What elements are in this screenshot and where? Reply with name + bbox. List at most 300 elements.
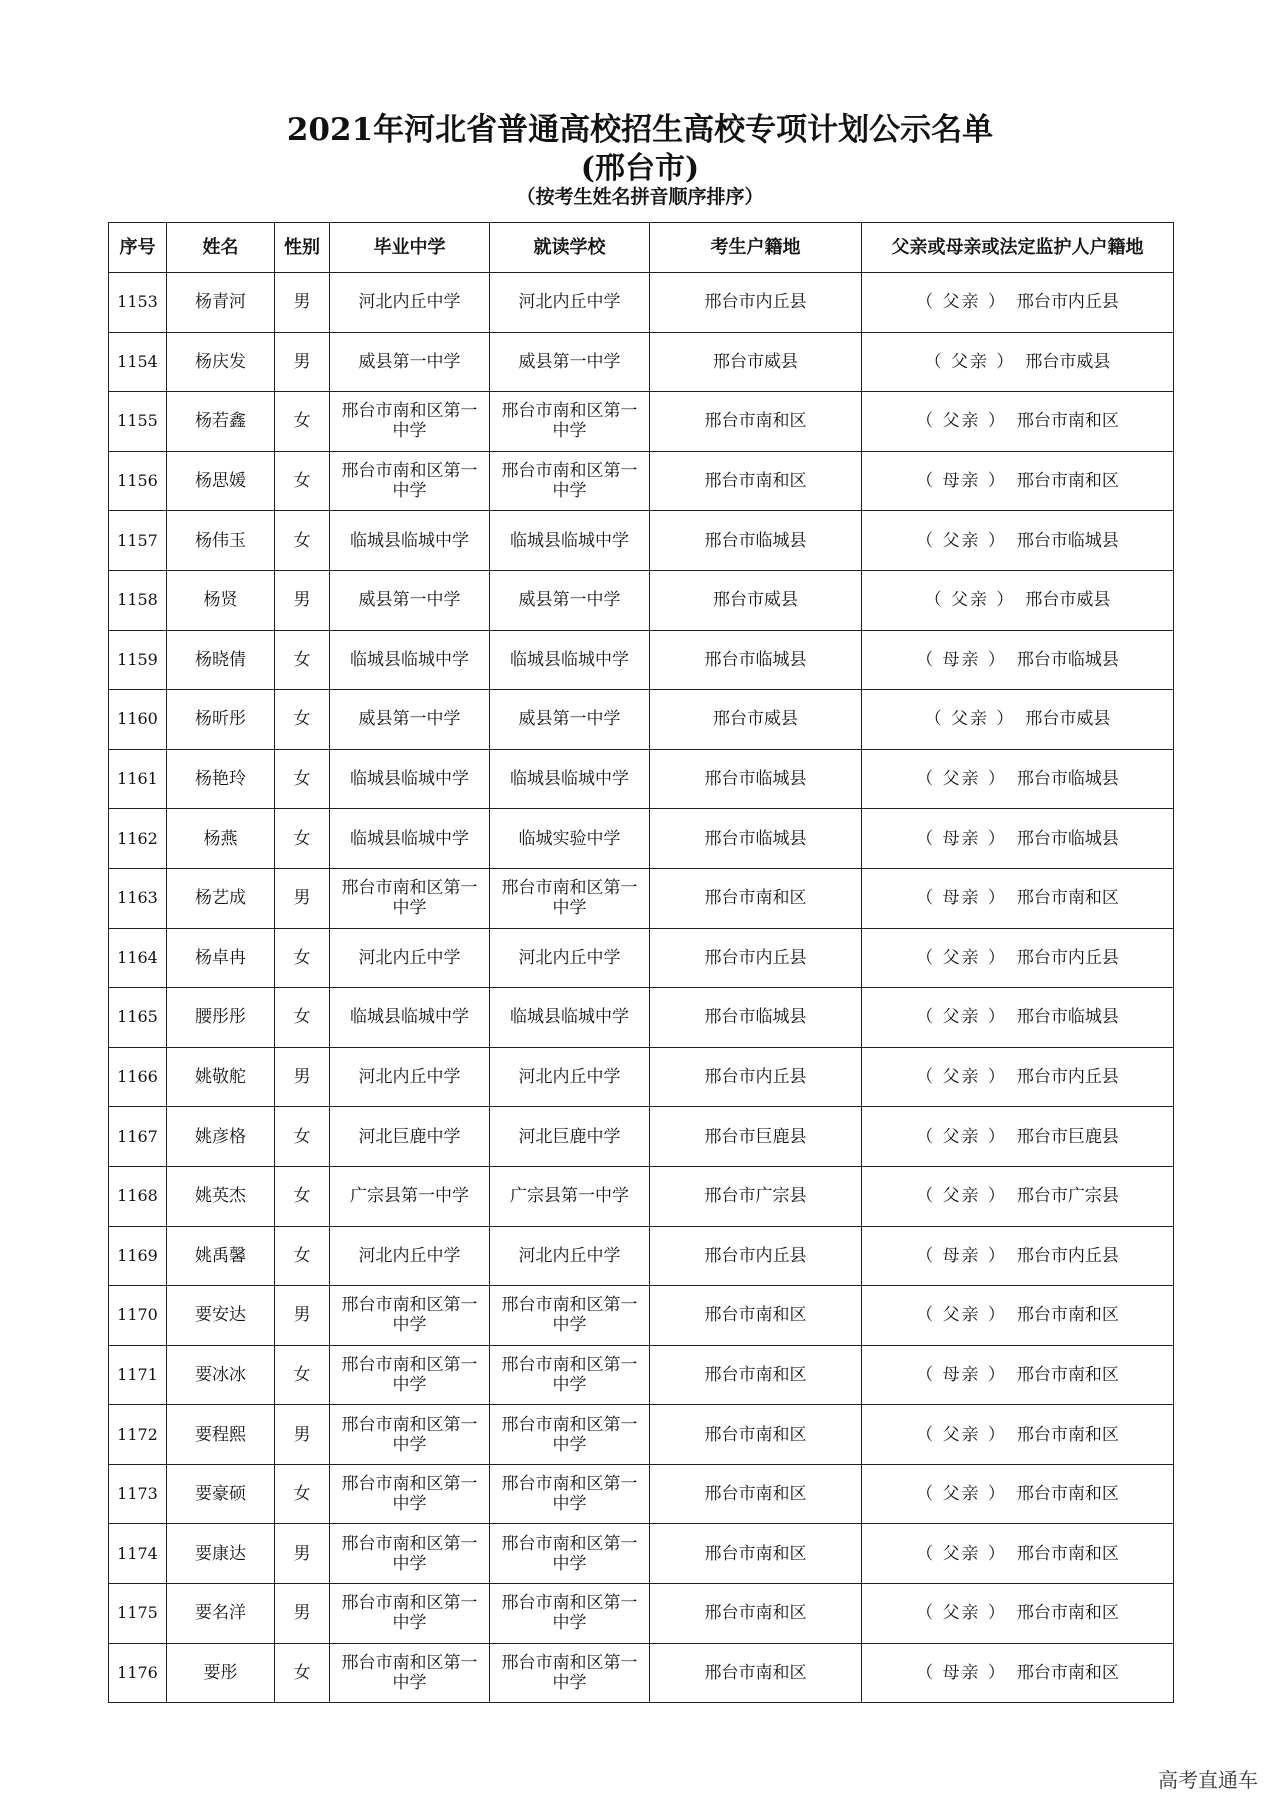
cell-hukou: 邢台市威县 (650, 690, 862, 750)
cell-parent-hukou (862, 868, 1174, 928)
cell-seq: 1172 (109, 1405, 167, 1465)
parent-relation: （ 父亲 ） (916, 1603, 1007, 1624)
cell-grad-school (330, 868, 490, 928)
cell-seq: 1157 (109, 511, 167, 571)
table-row (109, 1166, 1174, 1226)
cell-seq: 1156 (109, 451, 167, 511)
parent-place: 邢台市南和区 (1016, 1364, 1119, 1385)
cell-seq: 1176 (109, 1643, 167, 1703)
cell-grad-school (330, 1047, 490, 1107)
cell-current-school (490, 1345, 650, 1405)
cell-hukou: 邢台市内丘县 (650, 1047, 862, 1107)
cell-parent-hukou (862, 749, 1174, 809)
cell-hukou: 邢台市巨鹿县 (650, 1107, 862, 1167)
parent-place: 邢台市临城县 (1016, 828, 1119, 849)
cell-parent-hukou (862, 332, 1174, 392)
cell-current-school (490, 1286, 650, 1346)
parent-relation: （ 父亲 ） (924, 709, 1016, 730)
cell-current-school (490, 1464, 650, 1524)
table-row (109, 988, 1174, 1048)
cell-gender: 女 (275, 1464, 330, 1524)
table-row (109, 928, 1174, 988)
cell-seq: 1158 (109, 570, 167, 630)
parent-relation: （ 父亲 ） (916, 530, 1007, 551)
parent-place: 邢台市内丘县 (1016, 1245, 1119, 1266)
cell-name: 杨昕彤 (167, 690, 275, 750)
cell-gender: 男 (275, 1286, 330, 1346)
cell-seq: 1159 (109, 630, 167, 690)
cell-current-school-text: 临城县临城中学 (510, 530, 629, 551)
parent-relation: （ 父亲 ） (916, 769, 1007, 790)
cell-current-school-text: 威县第一中学 (518, 590, 621, 611)
parent-place: 邢台市内丘县 (1016, 292, 1119, 313)
cell-current-school (490, 690, 650, 750)
cell-gender: 女 (275, 451, 330, 511)
cell-grad-school-text: 临城县临城中学 (350, 530, 469, 551)
cell-seq: 1163 (109, 868, 167, 928)
cell-name: 要彤 (167, 1643, 275, 1703)
parent-relation: （ 母亲 ） (916, 888, 1007, 909)
cell-parent-hukou (862, 511, 1174, 571)
cell-hukou: 邢台市南和区 (650, 1405, 862, 1465)
cell-grad-school (330, 749, 490, 809)
cell-grad-school-text: 威县第一中学 (358, 590, 461, 611)
cell-seq: 1161 (109, 749, 167, 809)
parent-place: 邢台市南和区 (1016, 888, 1119, 909)
cell-grad-school-text: 邢台市南和区第一中学 (341, 878, 478, 919)
cell-current-school-text: 邢台市南和区第一中学 (501, 461, 638, 502)
cell-gender: 男 (275, 273, 330, 333)
cell-current-school (490, 630, 650, 690)
cell-current-school-text: 威县第一中学 (518, 709, 621, 730)
cell-parent-hukou (862, 1286, 1174, 1346)
cell-current-school-text: 临城实验中学 (518, 828, 621, 849)
table-row (109, 1524, 1174, 1584)
cell-parent-hukou (862, 1047, 1174, 1107)
cell-name: 杨伟玉 (167, 511, 275, 571)
cell-grad-school-text: 邢台市南和区第一中学 (341, 1295, 478, 1336)
cell-grad-school (330, 1345, 490, 1405)
cell-gender: 女 (275, 690, 330, 750)
cell-grad-school-text: 邢台市南和区第一中学 (341, 1354, 478, 1395)
header-current-school: 就读学校 (490, 223, 650, 273)
cell-name: 要康达 (167, 1524, 275, 1584)
table-row (109, 630, 1174, 690)
header-name: 姓名 (167, 223, 275, 273)
parent-place: 邢台市南和区 (1016, 411, 1119, 432)
cell-name: 杨艳玲 (167, 749, 275, 809)
table-row (109, 1047, 1174, 1107)
cell-grad-school (330, 928, 490, 988)
cell-current-school (490, 511, 650, 571)
cell-current-school (490, 1166, 650, 1226)
cell-seq: 1155 (109, 392, 167, 452)
cell-hukou: 邢台市广宗县 (650, 1166, 862, 1226)
cell-hukou: 邢台市南和区 (650, 1643, 862, 1703)
cell-current-school-text: 河北内丘中学 (518, 947, 621, 968)
cell-grad-school-text: 广宗县第一中学 (350, 1186, 469, 1207)
header-seq: 序号 (109, 223, 167, 273)
cell-gender: 女 (275, 749, 330, 809)
cell-grad-school-text: 邢台市南和区第一中学 (341, 1652, 478, 1693)
cell-gender: 女 (275, 809, 330, 869)
cell-current-school-text: 临城县临城中学 (510, 1007, 629, 1028)
parent-place: 邢台市临城县 (1016, 649, 1119, 670)
cell-gender: 男 (275, 570, 330, 630)
cell-name: 要豪硕 (167, 1464, 275, 1524)
parent-place: 邢台市南和区 (1016, 471, 1119, 492)
cell-hukou: 邢台市内丘县 (650, 273, 862, 333)
cell-seq: 1167 (109, 1107, 167, 1167)
parent-relation: （ 父亲 ） (916, 1305, 1007, 1326)
cell-hukou: 邢台市威县 (650, 332, 862, 392)
cell-gender: 女 (275, 1643, 330, 1703)
cell-hukou: 邢台市内丘县 (650, 1226, 862, 1286)
cell-name: 要安达 (167, 1286, 275, 1346)
cell-grad-school (330, 988, 490, 1048)
parent-place: 邢台市南和区 (1016, 1305, 1119, 1326)
cell-gender: 女 (275, 1226, 330, 1286)
cell-name: 杨燕 (167, 809, 275, 869)
cell-name: 要冰冰 (167, 1345, 275, 1405)
parent-place: 邢台市威县 (1025, 590, 1111, 611)
cell-grad-school (330, 1524, 490, 1584)
cell-current-school (490, 1643, 650, 1703)
parent-place: 邢台市临城县 (1016, 530, 1119, 551)
cell-parent-hukou (862, 1584, 1174, 1644)
cell-current-school-text: 广宗县第一中学 (510, 1186, 629, 1207)
cell-name: 姚敬舵 (167, 1047, 275, 1107)
cell-seq: 1153 (109, 273, 167, 333)
cell-seq: 1164 (109, 928, 167, 988)
cell-grad-school (330, 1464, 490, 1524)
cell-current-school (490, 1226, 650, 1286)
table-row (109, 690, 1174, 750)
cell-current-school-text: 邢台市南和区第一中学 (501, 1652, 638, 1693)
table-row (109, 1405, 1174, 1465)
header-grad-school: 毕业中学 (330, 223, 490, 273)
cell-seq: 1175 (109, 1584, 167, 1644)
cell-hukou: 邢台市南和区 (650, 1286, 862, 1346)
cell-seq: 1154 (109, 332, 167, 392)
roster-table (108, 222, 1174, 1703)
parent-relation: （ 父亲 ） (916, 947, 1007, 968)
table-row (109, 868, 1174, 928)
cell-grad-school-text: 河北内丘中学 (358, 947, 461, 968)
cell-seq: 1174 (109, 1524, 167, 1584)
cell-gender: 女 (275, 988, 330, 1048)
table-row (109, 1643, 1174, 1703)
cell-name: 姚禹馨 (167, 1226, 275, 1286)
header-gender: 性别 (275, 223, 330, 273)
cell-hukou: 邢台市南和区 (650, 1584, 862, 1644)
sort-note: （按考生姓名拼音顺序排序） (516, 186, 764, 208)
table-row (109, 749, 1174, 809)
parent-place: 邢台市威县 (1025, 351, 1111, 372)
cell-current-school-text: 临城县临城中学 (510, 649, 629, 670)
cell-grad-school (330, 1166, 490, 1226)
cell-seq: 1165 (109, 988, 167, 1048)
table-row (109, 332, 1174, 392)
cell-parent-hukou (862, 570, 1174, 630)
cell-seq: 1171 (109, 1345, 167, 1405)
table-body (109, 273, 1174, 1703)
cell-grad-school (330, 273, 490, 333)
table-row (109, 1584, 1174, 1644)
cell-name: 姚彦格 (167, 1107, 275, 1167)
cell-grad-school-text: 临城县临城中学 (350, 1007, 469, 1028)
parent-relation: （ 母亲 ） (916, 1245, 1007, 1266)
cell-parent-hukou (862, 392, 1174, 452)
cell-parent-hukou (862, 630, 1174, 690)
cell-gender: 男 (275, 1584, 330, 1644)
cell-current-school (490, 868, 650, 928)
cell-grad-school-text: 临城县临城中学 (350, 649, 469, 670)
cell-hukou: 邢台市临城县 (650, 749, 862, 809)
cell-current-school-text: 河北内丘中学 (518, 292, 621, 313)
cell-seq: 1168 (109, 1166, 167, 1226)
cell-parent-hukou (862, 1464, 1174, 1524)
parent-place: 邢台市南和区 (1016, 1662, 1119, 1683)
cell-hukou: 邢台市南和区 (650, 451, 862, 511)
watermark: 高考直通车 (1158, 1768, 1258, 1792)
cell-parent-hukou (862, 1107, 1174, 1167)
table-row (109, 273, 1174, 333)
cell-current-school-text: 邢台市南和区第一中学 (501, 401, 638, 442)
parent-place: 邢台市临城县 (1016, 1007, 1119, 1028)
parent-relation: （ 父亲 ） (916, 1424, 1007, 1445)
cell-current-school-text: 邢台市南和区第一中学 (501, 1354, 638, 1395)
cell-gender: 女 (275, 1107, 330, 1167)
parent-relation: （ 母亲 ） (916, 828, 1007, 849)
table-row (109, 1226, 1174, 1286)
cell-gender: 男 (275, 1524, 330, 1584)
cell-current-school-text: 邢台市南和区第一中学 (501, 1533, 638, 1574)
cell-hukou: 邢台市临城县 (650, 809, 862, 869)
cell-grad-school-text: 邢台市南和区第一中学 (341, 1593, 478, 1634)
cell-gender: 男 (275, 868, 330, 928)
table-row (109, 1464, 1174, 1524)
header-parent-hukou: 父亲或母亲或法定监护人户籍地 (862, 223, 1174, 273)
cell-grad-school (330, 630, 490, 690)
parent-place: 邢台市内丘县 (1016, 1067, 1119, 1088)
cell-parent-hukou (862, 1226, 1174, 1286)
table-row (109, 511, 1174, 571)
parent-relation: （ 父亲 ） (916, 292, 1007, 313)
cell-grad-school (330, 451, 490, 511)
cell-gender: 女 (275, 928, 330, 988)
cell-current-school (490, 332, 650, 392)
cell-grad-school (330, 511, 490, 571)
table-row (109, 451, 1174, 511)
parent-relation: （ 父亲 ） (916, 411, 1007, 432)
cell-name: 杨晓倩 (167, 630, 275, 690)
cell-name: 要名洋 (167, 1584, 275, 1644)
cell-hukou: 邢台市南和区 (650, 1345, 862, 1405)
table-row (109, 1286, 1174, 1346)
parent-place: 邢台市临城县 (1016, 769, 1119, 790)
cell-current-school-text: 河北内丘中学 (518, 1067, 621, 1088)
cell-gender: 男 (275, 1047, 330, 1107)
cell-current-school (490, 1584, 650, 1644)
cell-name: 要程熙 (167, 1405, 275, 1465)
parent-place: 邢台市南和区 (1016, 1424, 1119, 1445)
cell-name: 杨艺成 (167, 868, 275, 928)
cell-gender: 男 (275, 1405, 330, 1465)
table-row (109, 1107, 1174, 1167)
cell-current-school (490, 1107, 650, 1167)
cell-current-school (490, 988, 650, 1048)
cell-seq: 1173 (109, 1464, 167, 1524)
cell-grad-school-text: 邢台市南和区第一中学 (341, 1533, 478, 1574)
cell-current-school (490, 809, 650, 869)
cell-hukou: 邢台市临城县 (650, 630, 862, 690)
cell-current-school-text: 邢台市南和区第一中学 (501, 1414, 638, 1455)
cell-grad-school-text: 河北巨鹿中学 (358, 1126, 461, 1147)
parent-relation: （ 父亲 ） (916, 1126, 1007, 1147)
cell-parent-hukou (862, 1345, 1174, 1405)
cell-seq: 1166 (109, 1047, 167, 1107)
cell-grad-school (330, 392, 490, 452)
document-title: 2021年河北省普通高校招生高校专项计划公示名单 (286, 112, 994, 148)
cell-parent-hukou (862, 451, 1174, 511)
cell-current-school-text: 邢台市南和区第一中学 (501, 1474, 638, 1515)
cell-current-school-text: 临城县临城中学 (510, 769, 629, 790)
parent-relation: （ 父亲 ） (916, 1186, 1007, 1207)
cell-current-school-text: 河北巨鹿中学 (518, 1126, 621, 1147)
cell-grad-school (330, 332, 490, 392)
cell-parent-hukou (862, 809, 1174, 869)
cell-current-school (490, 273, 650, 333)
cell-current-school (490, 1524, 650, 1584)
cell-grad-school-text: 威县第一中学 (358, 709, 461, 730)
cell-parent-hukou (862, 1524, 1174, 1584)
cell-current-school (490, 451, 650, 511)
cell-grad-school-text: 河北内丘中学 (358, 1067, 461, 1088)
cell-hukou: 邢台市南和区 (650, 1464, 862, 1524)
parent-place: 邢台市南和区 (1016, 1603, 1119, 1624)
parent-relation: （ 父亲 ） (916, 1067, 1007, 1088)
cell-hukou: 邢台市内丘县 (650, 928, 862, 988)
cell-gender: 女 (275, 1166, 330, 1226)
cell-grad-school-text: 邢台市南和区第一中学 (341, 1414, 478, 1455)
cell-hukou: 邢台市临城县 (650, 511, 862, 571)
cell-grad-school-text: 河北内丘中学 (358, 1245, 461, 1266)
parent-place: 邢台市南和区 (1016, 1484, 1119, 1505)
parent-relation: （ 父亲 ） (924, 351, 1016, 372)
cell-name: 姚英杰 (167, 1166, 275, 1226)
cell-parent-hukou (862, 988, 1174, 1048)
cell-seq: 1170 (109, 1286, 167, 1346)
cell-seq: 1160 (109, 690, 167, 750)
table-row (109, 392, 1174, 452)
table-row (109, 570, 1174, 630)
parent-place: 邢台市内丘县 (1016, 947, 1119, 968)
cell-name: 杨青河 (167, 273, 275, 333)
cell-name: 杨贤 (167, 570, 275, 630)
cell-grad-school-text: 邢台市南和区第一中学 (341, 461, 478, 502)
cell-current-school (490, 749, 650, 809)
cell-current-school-text: 邢台市南和区第一中学 (501, 1593, 638, 1634)
cell-grad-school (330, 1584, 490, 1644)
table-row (109, 1345, 1174, 1405)
cell-hukou: 邢台市南和区 (650, 392, 862, 452)
cell-grad-school-text: 临城县临城中学 (350, 828, 469, 849)
cell-gender: 女 (275, 630, 330, 690)
parent-place: 邢台市威县 (1025, 709, 1111, 730)
cell-gender: 女 (275, 1345, 330, 1405)
cell-current-school (490, 392, 650, 452)
document-subtitle: (邢台市) (580, 151, 700, 186)
cell-current-school-text: 邢台市南和区第一中学 (501, 1295, 638, 1336)
cell-current-school-text: 威县第一中学 (518, 351, 621, 372)
parent-place: 邢台市广宗县 (1016, 1186, 1119, 1207)
cell-current-school-text: 邢台市南和区第一中学 (501, 878, 638, 919)
cell-parent-hukou (862, 1405, 1174, 1465)
cell-parent-hukou (862, 928, 1174, 988)
cell-parent-hukou (862, 1166, 1174, 1226)
cell-gender: 女 (275, 392, 330, 452)
table-row (109, 809, 1174, 869)
parent-relation: （ 母亲 ） (916, 471, 1007, 492)
parent-relation: （ 父亲 ） (916, 1484, 1007, 1505)
cell-hukou: 邢台市威县 (650, 570, 862, 630)
cell-grad-school (330, 570, 490, 630)
cell-grad-school (330, 809, 490, 869)
cell-current-school (490, 570, 650, 630)
cell-grad-school (330, 1405, 490, 1465)
cell-name: 杨卓冉 (167, 928, 275, 988)
parent-relation: （ 母亲 ） (916, 649, 1007, 670)
cell-name: 杨若鑫 (167, 392, 275, 452)
cell-grad-school-text: 河北内丘中学 (358, 292, 461, 313)
cell-current-school-text: 河北内丘中学 (518, 1245, 621, 1266)
parent-relation: （ 母亲 ） (916, 1662, 1007, 1683)
cell-current-school (490, 1047, 650, 1107)
cell-hukou: 邢台市南和区 (650, 868, 862, 928)
cell-name: 杨庆发 (167, 332, 275, 392)
cell-grad-school-text: 威县第一中学 (358, 351, 461, 372)
cell-grad-school-text: 邢台市南和区第一中学 (341, 401, 478, 442)
parent-relation: （ 母亲 ） (916, 1364, 1007, 1385)
cell-name: 腰彤彤 (167, 988, 275, 1048)
cell-grad-school (330, 1226, 490, 1286)
cell-name: 杨思媛 (167, 451, 275, 511)
cell-grad-school (330, 690, 490, 750)
cell-parent-hukou (862, 690, 1174, 750)
cell-current-school (490, 1405, 650, 1465)
cell-seq: 1162 (109, 809, 167, 869)
cell-grad-school-text: 临城县临城中学 (350, 769, 469, 790)
cell-grad-school (330, 1286, 490, 1346)
parent-place: 邢台市南和区 (1016, 1543, 1119, 1564)
cell-grad-school-text: 邢台市南和区第一中学 (341, 1474, 478, 1515)
header-hukou: 考生户籍地 (650, 223, 862, 273)
cell-parent-hukou (862, 273, 1174, 333)
parent-relation: （ 父亲 ） (924, 590, 1016, 611)
cell-current-school (490, 928, 650, 988)
parent-place: 邢台市巨鹿县 (1016, 1126, 1119, 1147)
cell-hukou: 邢台市南和区 (650, 1524, 862, 1584)
cell-gender: 男 (275, 332, 330, 392)
cell-grad-school (330, 1643, 490, 1703)
cell-grad-school (330, 1107, 490, 1167)
parent-relation: （ 父亲 ） (916, 1007, 1007, 1028)
cell-gender: 女 (275, 511, 330, 571)
cell-seq: 1169 (109, 1226, 167, 1286)
cell-hukou: 邢台市临城县 (650, 988, 862, 1048)
cell-parent-hukou (862, 1643, 1174, 1703)
